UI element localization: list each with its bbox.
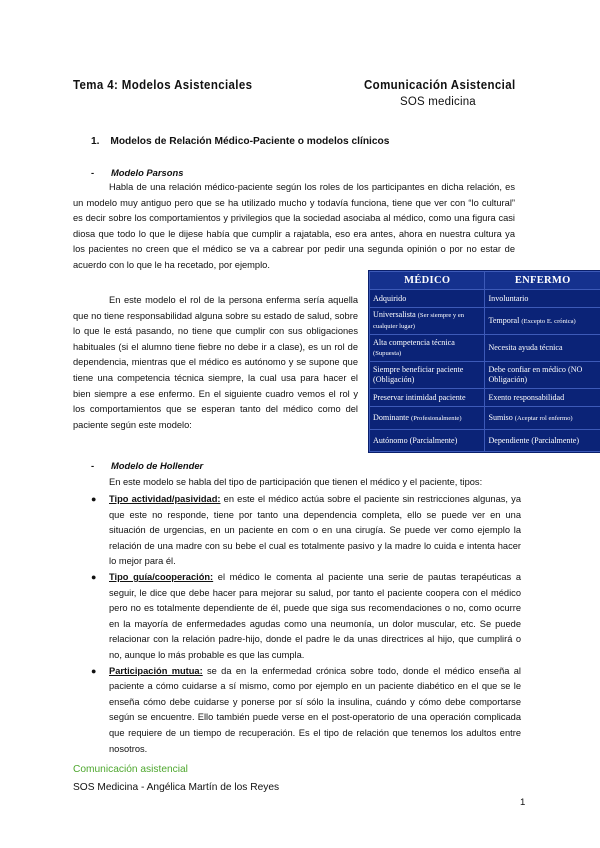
header-left-title: Tema 4: Modelos Asistenciales <box>73 78 253 92</box>
header-right-title: Comunicación Asistencial <box>364 78 516 92</box>
table-cell: Involuntario <box>488 293 529 303</box>
table-cell-note: (Ser siempre y en cualquier lugar) <box>373 312 465 330</box>
header-subtitle: SOS medicina <box>400 96 476 108</box>
table-cell-note: (Obligación) <box>373 375 415 384</box>
list-item-text: el médico le comenta al paciente una serie de pautas terapéuticas a seguir, le dice que debe hacer para mejorar su salud, por tanto el paciente coopera con el médico pero no es totalmente dependiente de él, puede que siga sus recomendaciones o no, como ocurre en la mayoría de enfermedades agudas como una neumonía, un dolor muscular, etc. Se puede relacionar con la relación padre-hijo, donde el padre le da unas directrices al hijo, que cumplirá o no, aunque lo más probable es que las cumpla. <box>109 571 521 660</box>
roles-table <box>368 270 600 453</box>
list-item-term: Participación mutua: <box>109 665 203 676</box>
table-cell: Debe confiar en médico (NO Obligación) <box>488 365 583 384</box>
table-cell: Sumiso <box>488 412 515 422</box>
parsons-paragraph-1-text: Habla de una relación médico-paciente según los roles de los participantes en dicha relación, es un modelo muy antiguo pero que se ha utilizado mucho y todavía funciona, tiene que ver con “lo cultural” es decir sobre los comportamientos y privilegios que la sociedad asociaba al médico, como una figura casi diosa que todo lo que le dijese había que cumplir a rajatabla, eso era antes, ahora en nuestra cultura ya los pacientes no creen que el médico se va a cabrear por pedir una segunda opinión o por no estar de acuerdo con lo que le ha recetado, por ejemplo. <box>73 182 515 270</box>
list-item-text: en este el médico actúa sobre el paciente sin restricciones algunas, ya que este no responde, tiene por tanto una dependencia completa, ello se puede ver en una situación de urgencias, en un paciente en com o en una cirugía. Se puede ver como ejemplo la relación de una madre con su bebe el cual es totalmente pasivo y la madre lo cuida e intenta hacer lo mejor para él. <box>109 494 521 567</box>
bullet-icon: ● <box>91 494 97 504</box>
table-row <box>370 290 600 308</box>
list-item <box>91 492 521 570</box>
section-number: 1. <box>91 136 100 147</box>
parsons-heading-text: Modelo Parsons <box>111 167 184 178</box>
footer-course: Comunicación asistencial <box>73 764 188 775</box>
dash-bullet: - <box>91 460 95 471</box>
table-cell: Adquirido <box>373 293 407 303</box>
hollender-heading-text: Modelo de Hollender <box>111 460 204 471</box>
table-row <box>370 430 600 452</box>
hollender-heading <box>91 460 203 471</box>
section-title <box>91 136 389 147</box>
section-title-text: Modelos de Relación Médico-Paciente o modelos clínicos <box>110 136 390 147</box>
bullet-icon: ● <box>91 665 97 676</box>
parsons-paragraph-2-text: En este modelo el rol de la persona enferma sería aquella que no tiene responsabilidad alguna sobre su estado de salud, sobre lo que le está pasando, no tiene que cumplir con sus obligaciones habituales (si el alumno tiene fiebre no debe ir a clase), es un rol de dependencia, mientras que el médico es autónomo y se supone que tiene una competencia técnica siempre, la cual usa para hacer el bien siempre a ese enfermo. En el siguiente cuadro vemos el rol y los comportamientos que se esperan tanto del médico como del paciente según este modelo: <box>73 295 358 430</box>
table-cell-note: (Aceptar rol enfermo) <box>514 414 573 422</box>
table-row <box>370 335 600 362</box>
list-item <box>91 570 521 664</box>
table-row <box>370 407 600 430</box>
table-row <box>370 362 600 389</box>
list-item-term: Tipo guía/cooperación: <box>109 571 214 582</box>
list-item <box>91 664 521 758</box>
table-cell: Alta competencia técnica <box>373 337 455 347</box>
parsons-paragraph-1 <box>73 180 515 274</box>
table-row <box>370 308 600 335</box>
table-cell: Universalista <box>373 310 418 320</box>
table-cell: Dominante <box>373 412 411 422</box>
table-cell-note: (Profesionalmente) <box>411 414 462 422</box>
table-cell-note: (Excepto E. crónica) <box>521 317 576 325</box>
bullet-icon: ● <box>91 571 97 582</box>
page-number: 1 <box>520 797 526 808</box>
hollender-types-list <box>91 492 521 757</box>
table-row <box>370 389 600 407</box>
table-cell: Siempre beneficiar paciente <box>373 365 464 375</box>
parsons-paragraph-2 <box>73 293 358 433</box>
table-header-enfermo: ENFERMO <box>485 272 600 290</box>
parsons-heading <box>91 167 183 178</box>
table-cell: Necesita ayuda técnica <box>488 343 563 353</box>
table-cell-note: (Supuesta) <box>373 349 402 357</box>
list-item-text: se da en la enfermedad crónica sobre todo, donde el médico enseña al paciente a cómo cuidarse a sí mismo, como por ejemplo en un paciente diabético en el que se le enseña cómo debe cuidarse y ponerse por sí sólo la insulina, cuándo y cómo debe comportarse según se encuentre. Ello también puede verse en el post-operatorio de una operación complicada que requiere de un tiempo de recuperación. Es el tipo de relación que tenemos los adultos entre nosotros. <box>109 665 521 754</box>
table-cell: Autónomo (Parcialmente) <box>373 435 458 445</box>
footer-author: SOS Medicina - Angélica Martín de los Reyes <box>73 782 280 793</box>
table-header-medico: MÉDICO <box>370 272 485 290</box>
hollender-intro: En este modelo se habla del tipo de participación que tienen el médico y el paciente, tipos: <box>109 477 483 487</box>
list-item-term: Tipo actividad/pasividad: <box>109 494 221 504</box>
table-cell: Dependiente (Parcialmente) <box>488 435 580 445</box>
table-cell: Preservar intimidad paciente <box>373 392 466 402</box>
table-cell: Temporal <box>488 315 522 325</box>
dash-bullet: - <box>91 167 95 178</box>
table-cell: Exento responsabilidad <box>488 392 565 402</box>
